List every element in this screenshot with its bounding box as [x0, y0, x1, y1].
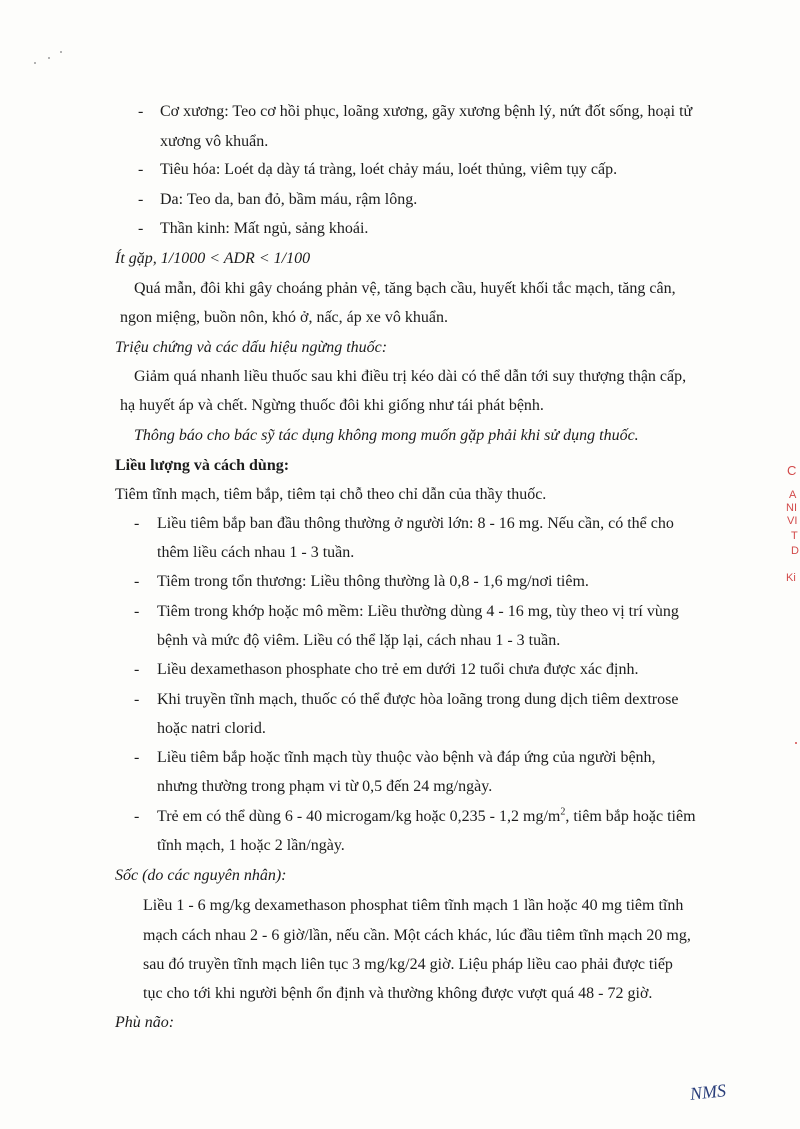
bullet-dash: -: [138, 103, 144, 120]
bullet-dash: -: [138, 191, 144, 208]
heading-rare: Ít gặp, 1/1000 < ADR < 1/100: [115, 250, 311, 267]
dosage-iv-infusion-cont: hoặc natri clorid.: [157, 720, 266, 737]
dosage-range: Liều tiêm bắp hoặc tĩnh mạch tùy thuộc vào bệnh và đáp ứng của người bệnh,: [157, 749, 656, 766]
dosage-im-adult: Liều tiêm bắp ban đầu thông thường ở người lớn: 8 - 16 mg. Nếu cần, có thể cho: [157, 515, 674, 532]
stamp-char: A: [789, 489, 797, 501]
stamp-char: Ki: [786, 572, 796, 584]
dosage-intro: Tiêm tĩnh mạch, tiêm bắp, tiêm tại chỗ theo chỉ dẫn của thầy thuốc.: [115, 486, 547, 503]
bullet-dash: -: [134, 691, 140, 708]
dosage-intraarticular-cont: bệnh và mức độ viêm. Liều có thể lặp lại, cách nhau 1 - 3 tuần.: [157, 632, 561, 649]
superscript-2: 2: [560, 806, 566, 818]
stamp-char: D: [791, 545, 799, 557]
heading-cerebral-edema: Phù não:: [115, 1014, 175, 1031]
stamp-speck: [795, 742, 797, 744]
dosage-children: [157, 807, 696, 827]
bullet-dash: -: [134, 808, 140, 825]
heading-withdrawal: Triệu chứng và các dấu hiệu ngừng thuốc:: [115, 339, 388, 356]
shock-text-2: mạch cách nhau 2 - 6 giờ/lần, nếu cần. Một cách khác, lúc đầu tiêm tĩnh mạch 20 mg,: [143, 927, 691, 944]
rare-text-1: Quá mẫn, đôi khi gây choáng phản vệ, tăng bạch cầu, huyết khối tắc mạch, tăng cân,: [134, 280, 676, 297]
bullet-dash: -: [134, 603, 140, 620]
bullet-dash: -: [134, 749, 140, 766]
notice-text: Thông báo cho bác sỹ tác dụng không mong muốn gặp phải khi sử dụng thuốc.: [134, 427, 639, 444]
bullet-dash: -: [134, 661, 140, 678]
rare-text-2: ngon miệng, buồn nôn, khó ở, nấc, áp xe vô khuẩn.: [120, 309, 448, 326]
heading-dosage: Liều lượng và cách dùng:: [115, 457, 290, 474]
signature-initials: NMS: [689, 1080, 727, 1104]
bullet-dash: -: [138, 220, 144, 237]
stamp-char: C: [787, 463, 797, 478]
shock-text-4: tục cho tới khi người bệnh ổn định và thường không được vượt quá 48 - 72 giờ.: [143, 985, 653, 1002]
stamp-char: VI: [787, 515, 798, 527]
shock-text-3: sau đó truyền tĩnh mạch liên tục 3 mg/kg/24 giờ. Liệu pháp liều cao phải được tiếp: [143, 956, 673, 973]
bullet-skin: Da: Teo da, ban đỏ, bầm máu, rậm lông.: [160, 191, 418, 208]
dosage-children-post: , tiêm bắp hoặc tiêm: [565, 808, 696, 825]
dosage-intralesional: Tiêm trong tổn thương: Liều thông thường là 0,8 - 1,6 mg/nơi tiêm.: [157, 573, 589, 590]
scan-speck: [48, 57, 50, 59]
stamp-char: NI: [786, 502, 797, 514]
withdrawal-text-2: hạ huyết áp và chết. Ngừng thuốc đôi khi giống như tái phát bệnh.: [120, 397, 544, 414]
bullet-digestive: Tiêu hóa: Loét dạ dày tá tràng, loét chảy máu, loét thủng, viêm tụy cấp.: [160, 161, 618, 178]
dosage-children-undetermined: Liều dexamethason phosphate cho trẻ em dưới 12 tuổi chưa được xác định.: [157, 661, 639, 678]
dosage-intraarticular: Tiêm trong khớp hoặc mô mềm: Liều thường dùng 4 - 16 mg, tùy theo vị trí vùng: [157, 603, 679, 620]
dosage-range-cont: nhưng thường trong phạm vi từ 0,5 đến 24 mg/ngày.: [157, 778, 493, 795]
dosage-children-pre: Trẻ em có thể dùng 6 - 40 microgam/kg hoặc 0,235 - 1,2 mg/m: [157, 808, 561, 825]
bullet-dash: -: [138, 161, 144, 178]
shock-text-1: Liều 1 - 6 mg/kg dexamethason phosphat tiêm tĩnh mạch 1 lần hoặc 40 mg tiêm tĩnh: [143, 897, 684, 914]
dosage-children-cont: tĩnh mạch, 1 hoặc 2 lần/ngày.: [157, 837, 345, 854]
bullet-dash: -: [134, 573, 140, 590]
bullet-musculoskeletal-cont: xương vô khuẩn.: [160, 133, 269, 150]
dosage-iv-infusion: Khi truyền tĩnh mạch, thuốc có thể được hòa loãng trong dung dịch tiêm dextrose: [157, 691, 679, 708]
bullet-nervous: Thần kinh: Mất ngủ, sảng khoái.: [160, 220, 369, 237]
scan-speck: [34, 62, 36, 64]
heading-shock: Sốc (do các nguyên nhân):: [115, 867, 287, 884]
dosage-im-adult-cont: thêm liều cách nhau 1 - 3 tuần.: [157, 544, 355, 561]
bullet-musculoskeletal: Cơ xương: Teo cơ hồi phục, loãng xương, gãy xương bệnh lý, nứt đốt sống, hoại tử: [160, 103, 693, 120]
withdrawal-text-1: Giảm quá nhanh liều thuốc sau khi điều trị kéo dài có thể dẫn tới suy thượng thận cấp,: [134, 368, 687, 385]
bullet-dash: -: [134, 515, 140, 532]
scan-speck: [60, 51, 62, 53]
stamp-char: T: [791, 530, 798, 542]
